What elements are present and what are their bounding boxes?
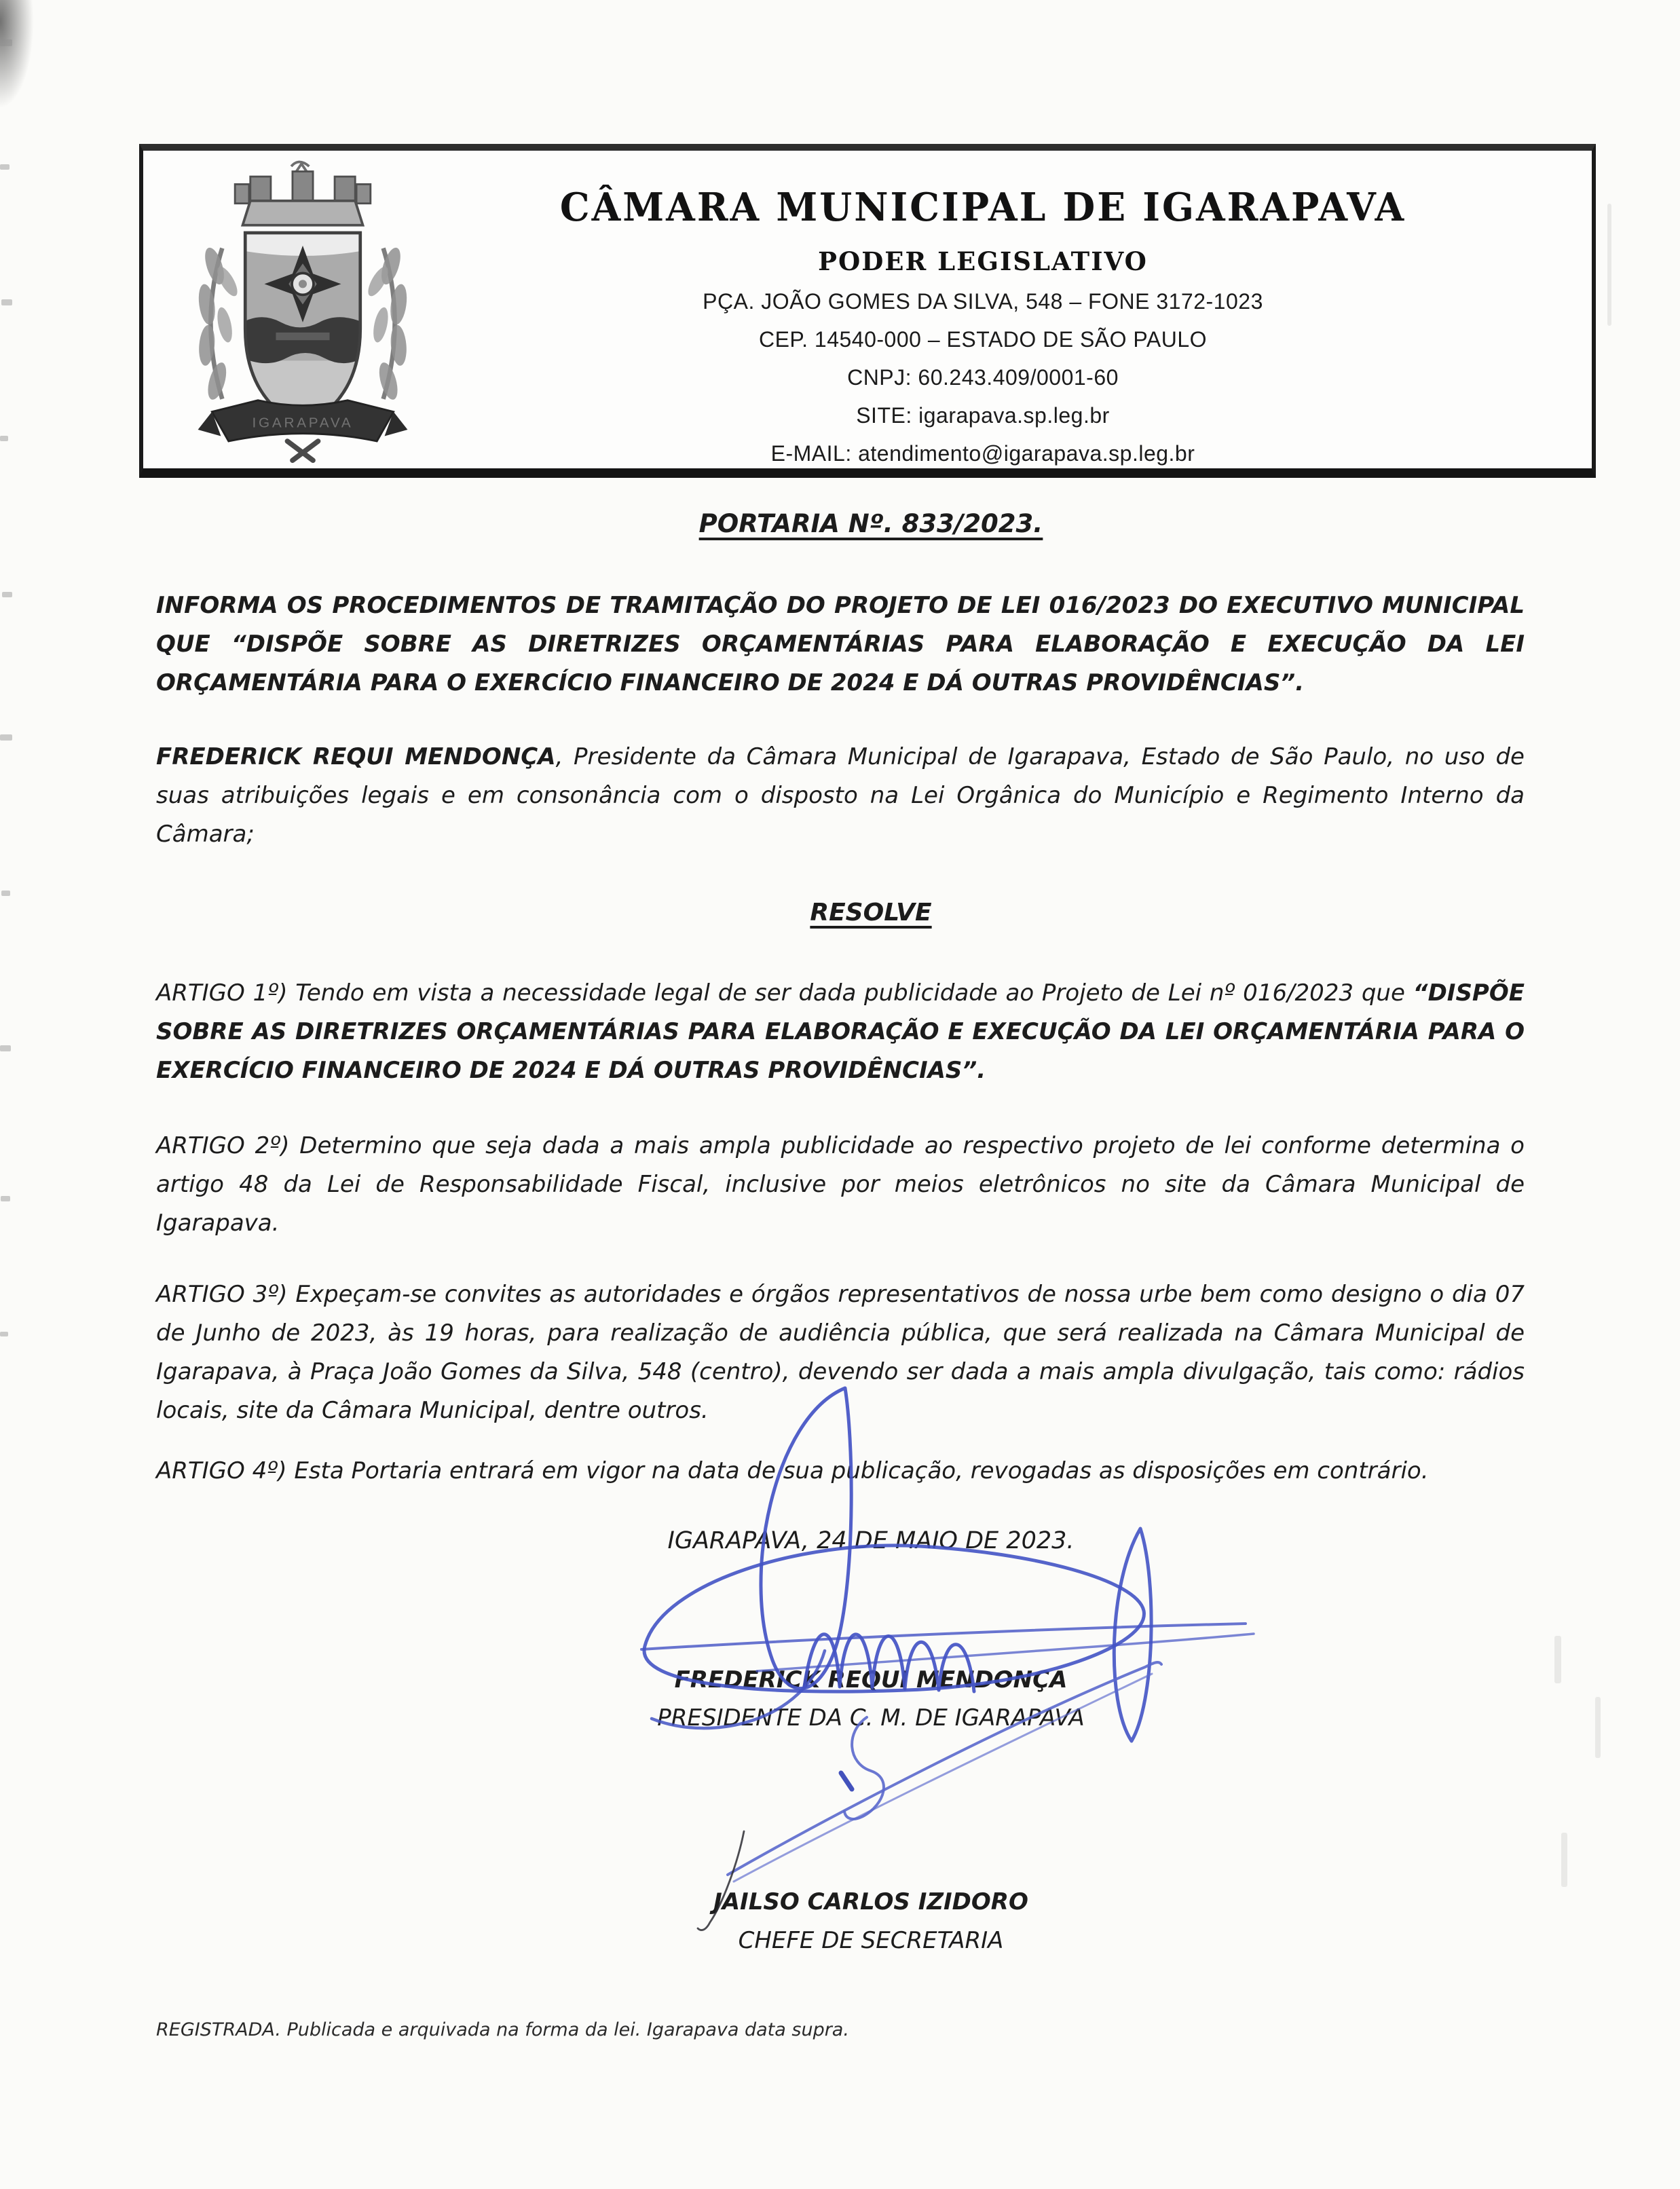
svg-text:IGARAPAVA: IGARAPAVA (252, 415, 354, 431)
article-4 (156, 1452, 1525, 1491)
scan-artifact (0, 734, 12, 741)
article-3-lead: ARTIGO 3º) (156, 1281, 296, 1308)
article-1-lead: ARTIGO 1º) (156, 979, 296, 1007)
scan-artifact (0, 1332, 8, 1336)
document-body (156, 508, 1525, 2042)
article-1-text: Tendo em vista a necessidade legal de ser dada publicidade ao Projeto de Lei nº 016/2023 que (295, 979, 1413, 1007)
signer2-name: JAILSO CARLOS IZIDORO (713, 1888, 1028, 1915)
scan-artifact (1554, 1636, 1561, 1683)
article-1 (156, 974, 1525, 1090)
scan-artifact (1, 1196, 10, 1201)
scan-artifact (1595, 1697, 1601, 1758)
scan-artifact (2, 592, 12, 597)
address-line: PÇA. JOÃO GOMES DA SILVA, 548 – FONE 3172-1023 (703, 289, 1263, 314)
article-4-text: Esta Portaria entrará em vigor na data de sua publicação, revogadas as disposições em contrário. (294, 1457, 1429, 1484)
letterhead-box (139, 144, 1596, 478)
scan-artifact (0, 1045, 11, 1051)
resolve-label: RESOLVE (810, 899, 932, 927)
site-line: SITE: igarapava.sp.leg.br (856, 403, 1110, 428)
cnpj-line: CNPJ: 60.243.409/0001-60 (847, 365, 1119, 390)
preamble-signer-name: FREDERICK REQUI MENDONÇA (156, 743, 556, 770)
article-4-lead: ARTIGO 4º) (156, 1457, 295, 1484)
article-2-text: Determino que seja dada a mais ampla publicidade ao respectivo projeto de lei conforme determina o artigo 48 da Lei de Responsabilidade Fiscal, inclusive por meios eletrônicos no site da Câmara Municipal de Igarapava. (156, 1132, 1525, 1237)
resolve-heading (187, 893, 1555, 932)
signer2-role: CHEFE DE SECRETARIA (738, 1927, 1004, 1954)
registration-note: REGISTRADA. Publicada e arquivada na forma da lei. Igarapava data supra. (156, 2019, 849, 2040)
signer1-name: FREDERICK REQUI MENDONÇA (674, 1666, 1068, 1694)
scan-artifact (0, 39, 12, 46)
intro-paragraph: INFORMA OS PROCEDIMENTOS DE TRAMITAÇÃO DO PROJETO DE LEI 016/2023 DO EXECUTIVO MUNICIPAL QUE “DISPÕE SOBRE AS DIRETRIZES ORÇAMENTÁRIAS PARA ELABORAÇÃO E EXECUÇÃO DA LEI ORÇAMENTÁRIA PARA O EXERCÍCIO FINANCEIRO DE 2024 E DÁ OUTRAS PROVIDÊNCIAS”. (156, 592, 1525, 696)
date-line: IGARAPAVA, 24 DE MAIO DE 2023. (667, 1527, 1075, 1554)
scan-artifact (0, 164, 10, 170)
article-2-lead: ARTIGO 2º) (156, 1132, 300, 1159)
scan-artifact (1, 299, 12, 305)
scan-artifact (1, 891, 10, 896)
article-3 (156, 1275, 1525, 1430)
right-branch (365, 246, 409, 402)
article-2 (156, 1127, 1525, 1243)
signer1-role: PRESIDENTE DA C. M. DE IGARAPAVA (657, 1704, 1085, 1732)
scan-artifact (1607, 204, 1611, 326)
preamble-paragraph (156, 738, 1525, 854)
scan-artifact (0, 436, 8, 441)
coat-of-arms-icon (160, 156, 445, 463)
coat-of-arms-wrap (143, 151, 462, 468)
left-branch (196, 246, 241, 402)
signature-block-president (187, 1661, 1555, 1737)
cep-line: CEP. 14540-000 – ESTADO DE SÃO PAULO (758, 327, 1208, 352)
scan-artifact (1561, 1833, 1567, 1887)
scan-smudge (0, 0, 34, 109)
org-name: CÂMARA MUNICIPAL DE IGARAPAVA (559, 183, 1406, 230)
branch-label: PODER LEGISLATIVO (818, 246, 1148, 276)
article-1-quote: “DISPÕE SOBRE AS DIRETRIZES ORÇAMENTÁRIAS PARA ELABORAÇÃO E EXECUÇÃO DA LEI ORÇAMENTÁRIA PARA O EXERCÍCIO FINANCEIRO DE 2024 E DÁ OUTRAS PROVIDÊNCIAS”. (156, 979, 1525, 1084)
article-3-text: Expeçam-se convites as autoridades e órgãos representativos de nossa urbe bem como designo o dia 07 de Junho de 2023, às 19 horas, para realização de audiência pública, que será realizada na Câmara Municipal de Igarapava, à Praça João Gomes da Silva, 548 (centro), devendo ser dada a mais ampla divulgação, tais como: rádios locais, site da Câmara Municipal, dentre outros. (156, 1281, 1525, 1424)
signature-block-secretary (187, 1883, 1555, 1960)
email-line: E-MAIL: atendimento@igarapava.sp.leg.br (770, 441, 1195, 466)
letterhead-text (462, 151, 1592, 468)
page-title: PORTARIA Nº. 833/2023. (698, 509, 1043, 538)
preamble-text: , Presidente da Câmara Municipal de Igarapava, Estado de São Paulo, no uso de suas atribuições legais e em consonância com o disposto na Lei Orgânica do Município e Regimento Interno da Câmara; (156, 743, 1525, 848)
